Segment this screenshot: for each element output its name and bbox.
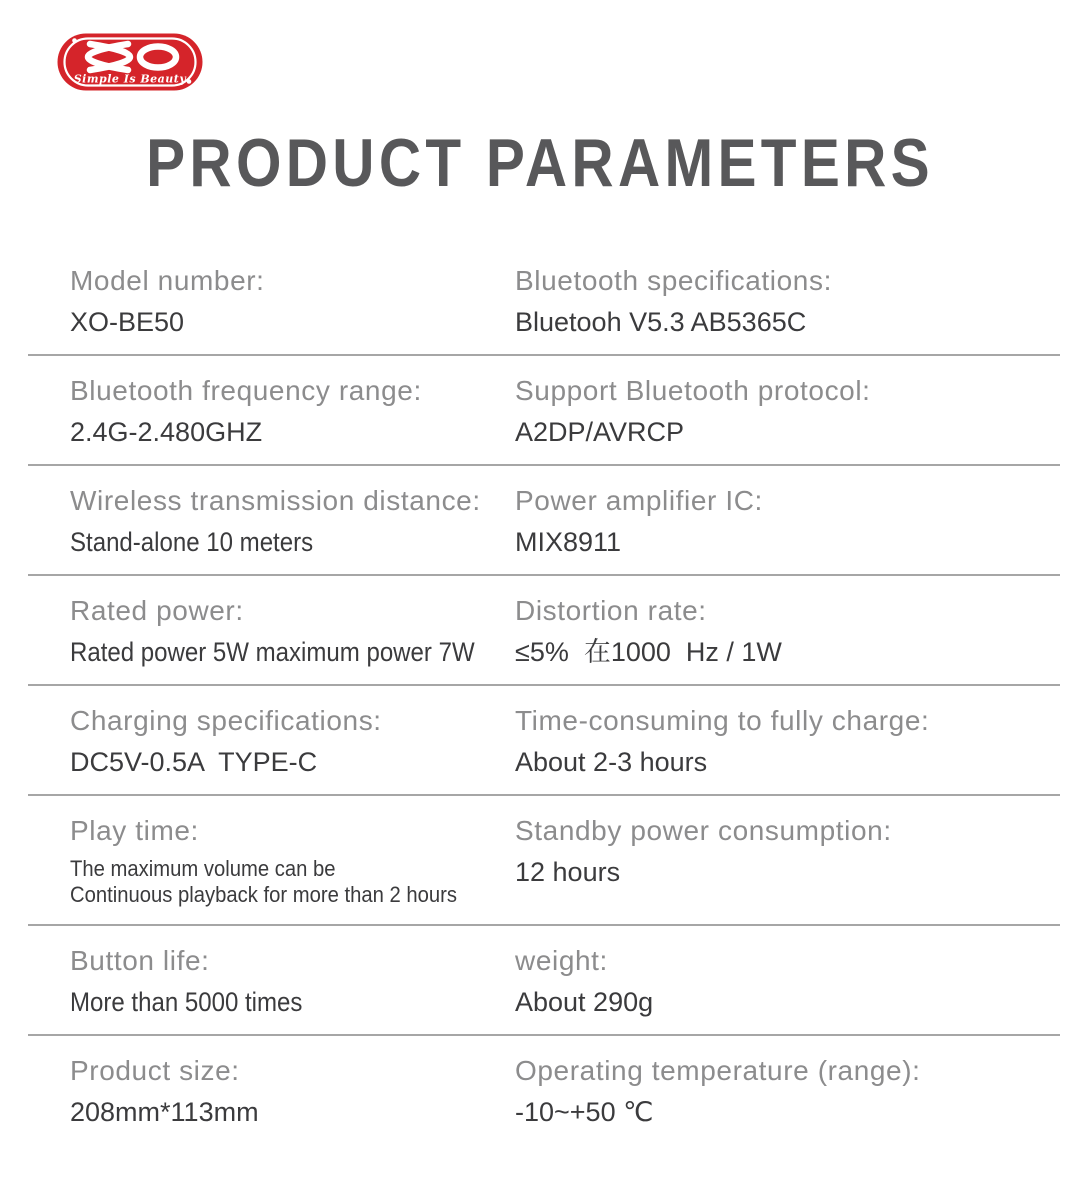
spec-value: Bluetooh V5.3 AB5365C (515, 307, 807, 337)
spec-value: Stand-alone 10 meters (70, 527, 314, 557)
spec-label: Charging specifications: (70, 705, 382, 736)
spec-label: Product size: (70, 1055, 240, 1086)
spec-row-play-time (28, 796, 1060, 926)
spec-row-product-size (28, 1036, 1060, 1144)
spec-cell (28, 814, 515, 908)
spec-cell (515, 814, 1060, 908)
spec-cell (515, 704, 1060, 778)
spec-label: Model number: (70, 265, 265, 296)
spec-label: Bluetooth specifications: (515, 265, 832, 296)
spec-label: Distortion rate: (515, 595, 707, 626)
spec-label: Button life: (70, 945, 210, 976)
spec-cell (28, 1054, 515, 1128)
spec-row-charging (28, 686, 1060, 796)
spec-cell (28, 944, 515, 1018)
spec-cell (28, 484, 515, 558)
spec-row-button-life (28, 926, 1060, 1036)
spec-value: DC5V-0.5A TYPE-C (70, 747, 318, 777)
spec-value: A2DP/AVRCP (515, 417, 685, 447)
xo-logo (57, 33, 203, 91)
logo-dot-top-left (72, 38, 77, 43)
spec-label: Wireless transmission distance: (70, 485, 481, 516)
spec-value: 2.4G-2.480GHZ (70, 417, 263, 447)
spec-value: Rated power 5W maximum power 7W (70, 637, 475, 667)
spec-label: Rated power: (70, 595, 244, 626)
spec-row-frequency (28, 356, 1060, 466)
spec-value: 208mm*113mm (70, 1097, 259, 1127)
logo-dot-bottom-right (187, 79, 192, 84)
spec-cell (28, 704, 515, 778)
spec-value (70, 856, 515, 908)
spec-value: ≤5% 在1000 Hz / 1W (515, 637, 782, 667)
spec-label: Operating temperature (range): (515, 1055, 921, 1086)
spec-value: 12 hours (515, 857, 621, 887)
spec-cell (515, 944, 1060, 1018)
spec-label: Play time: (70, 815, 199, 846)
spec-cell (515, 594, 1060, 668)
spec-cell (515, 374, 1060, 448)
spec-row-transmission (28, 466, 1060, 576)
spec-value: About 290g (515, 987, 654, 1017)
spec-cell (28, 594, 515, 668)
spec-label: Power amplifier IC: (515, 485, 763, 516)
spec-value: -10~+50 ℃ (515, 1097, 654, 1127)
spec-label: weight: (515, 945, 608, 976)
spec-label: Time-consuming to fully charge: (515, 705, 930, 736)
spec-value-line: The maximum volume can be (70, 856, 336, 881)
spec-label: Standby power consumption: (515, 815, 892, 846)
spec-value: More than 5000 times (70, 987, 303, 1017)
spec-label: Bluetooth frequency range: (70, 375, 422, 406)
spec-value: XO-BE50 (70, 307, 185, 337)
spec-value-line: Continuous playback for more than 2 hours (70, 882, 458, 907)
spec-cell (515, 484, 1060, 558)
logo-tagline: Simple Is Beauty (73, 72, 187, 86)
spec-value: About 2-3 hours (515, 747, 708, 777)
spec-cell (515, 1054, 1060, 1128)
spec-cell (28, 374, 515, 448)
spec-label: Support Bluetooth protocol: (515, 375, 871, 406)
spec-row-rated-power (28, 576, 1060, 686)
spec-cell (28, 264, 515, 338)
spec-value: MIX8911 (515, 527, 622, 557)
page-title: PRODUCT PARAMETERS (146, 125, 934, 201)
spec-cell (515, 264, 1060, 338)
spec-table (28, 246, 1060, 1144)
spec-row-model (28, 246, 1060, 356)
